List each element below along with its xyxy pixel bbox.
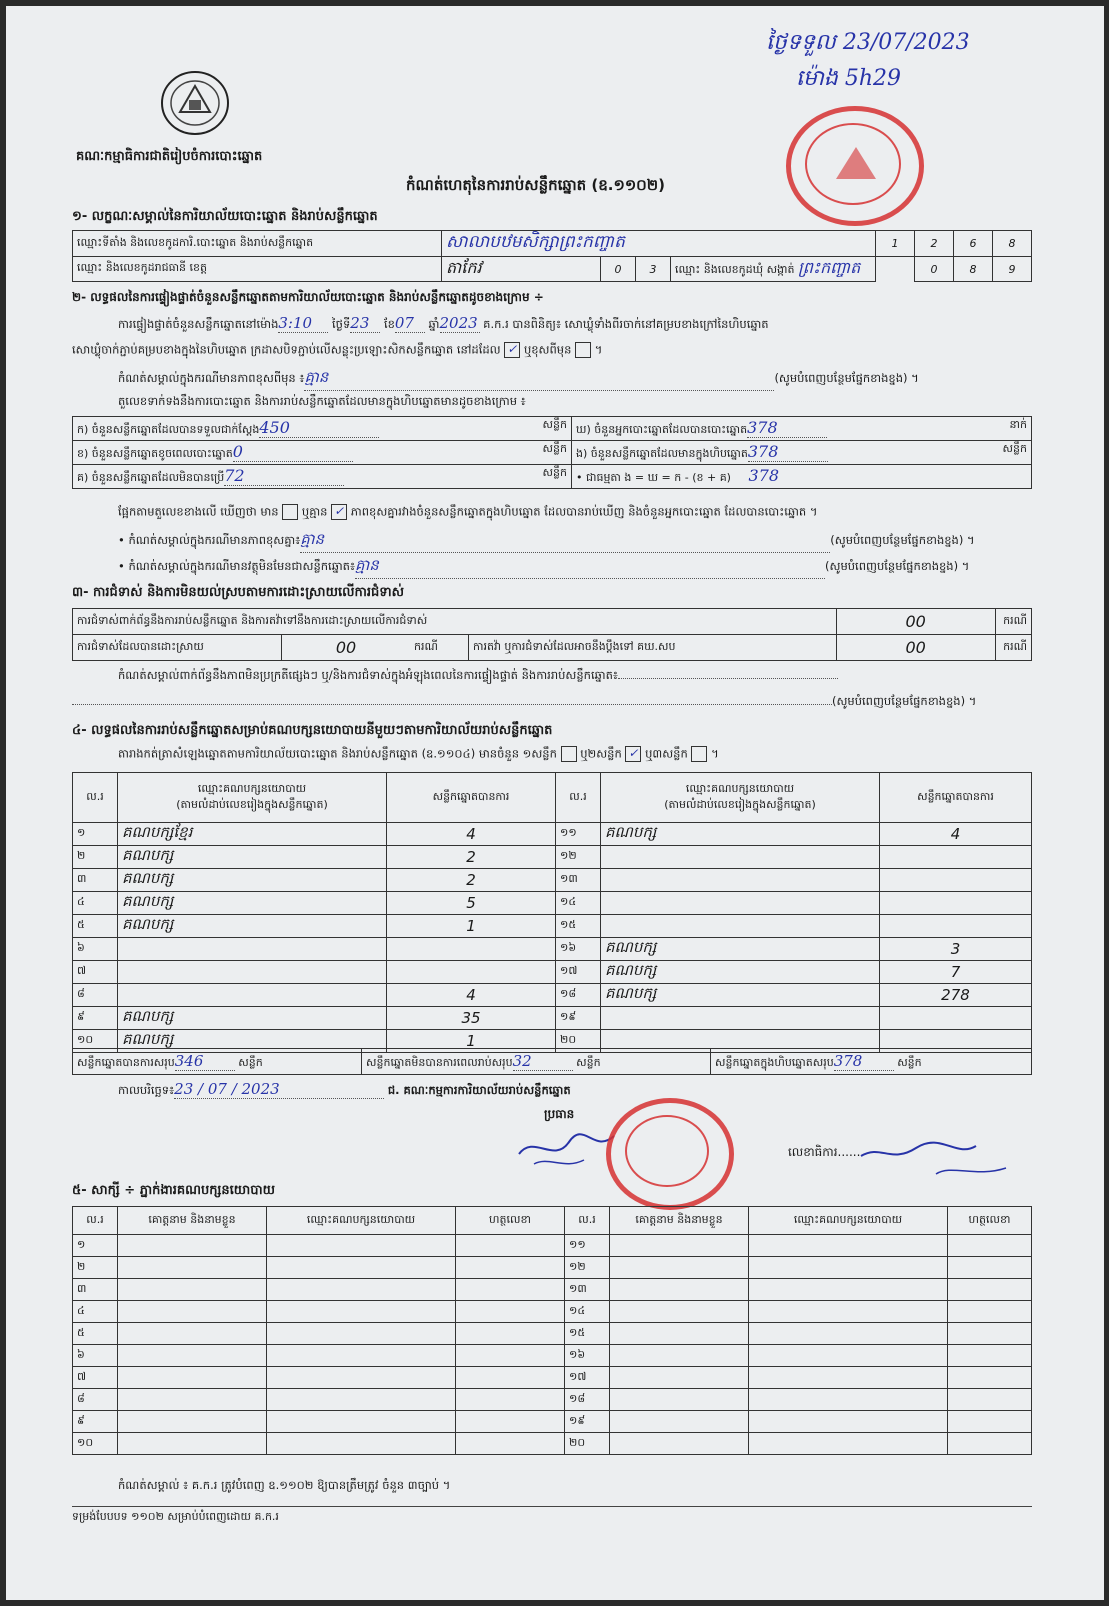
- section4-heading: ៤- លទ្ធផលនៃការរាប់សន្លឹកឆ្នោតសម្រាប់គណបក្សនយោបាយនីមួយៗតាមការិយាល័យរាប់សន្លឹកឆ្នោត: [72, 723, 553, 738]
- polling-code-digit: 2: [915, 231, 954, 257]
- witness-col-name: គោត្តនាម និងនាមខ្លួន: [118, 1207, 267, 1235]
- witness-cell: [749, 1301, 948, 1323]
- party-name: [601, 869, 880, 892]
- row-no: ៧: [73, 1367, 118, 1389]
- footer-note: កំណត់សម្គាល់ ៖ គ.ក.រ ត្រូវបំពេញ ឧ.១១០២ ឱ្យបានត្រឹមត្រូវ ចំនួន ៣ច្បាប់ ។: [118, 1478, 451, 1492]
- witness-cell: [749, 1367, 948, 1389]
- vote-count: [880, 846, 1032, 869]
- table-row: [73, 1367, 1032, 1389]
- vote-count: [880, 1007, 1032, 1030]
- witness-cell: [749, 1235, 948, 1257]
- witness-cell: [267, 1301, 456, 1323]
- col-party: ឈ្មោះគណបក្សនយោបាយ (តាមលំដាប់លេខរៀងក្នុងសន្លឹកឆ្នោត): [118, 773, 387, 823]
- witness-cell: [610, 1389, 749, 1411]
- row-no: ៦: [73, 938, 118, 961]
- party-name: គណបក្ស: [118, 846, 387, 869]
- witness-cell: [456, 1323, 565, 1345]
- row-no: ៩: [73, 1007, 118, 1030]
- witness-cell: [118, 1389, 267, 1411]
- vote-count: [880, 869, 1032, 892]
- table-row: [73, 1345, 1032, 1367]
- row-no: ១១: [565, 1235, 610, 1257]
- section1-heading: ១- លក្ខណៈសម្គាល់នៃការិយាល័យបោះឆ្នោត និងរាប់សន្លឹកឆ្នោត: [72, 209, 378, 224]
- witness-cell: [118, 1279, 267, 1301]
- witness-cell: [948, 1257, 1032, 1279]
- row-no: ១០: [73, 1030, 118, 1053]
- polling-code-digit: 6: [954, 231, 993, 257]
- row-no: ២០: [565, 1433, 610, 1455]
- witness-cell: [749, 1389, 948, 1411]
- complaints-value: 00: [836, 609, 995, 635]
- vote-count: 2: [387, 869, 556, 892]
- vote-count: 35: [387, 1007, 556, 1030]
- section3-heading: ៣- ការជំទាស់ និងការមិនយល់ស្របតាមការដោះស្រាយលើការជំទាស់: [72, 585, 404, 600]
- checkbox-no-discrepancy[interactable]: ✓: [331, 504, 347, 520]
- total-in-box: សន្លឹកឆ្នោតក្នុងហិបឆ្នោតសរុប378 សន្លឹក: [711, 1049, 1032, 1075]
- commune-code-digit: 9: [993, 257, 1032, 282]
- vote-count: 2: [387, 846, 556, 869]
- figure-formula: • ជាធម្មតា ង = ឃ = ក - (ខ + គ) 378: [572, 465, 1032, 489]
- witness-cell: [267, 1257, 456, 1279]
- table-row: [73, 1389, 1032, 1411]
- figures-intro: តួលេខទាក់ទងនឹងការបោះឆ្នោត និងការរាប់សន្លឹកឆ្នោតដែលមានក្នុងហិបឆ្នោតមានដូចខាងក្រោម ៖: [118, 394, 526, 408]
- table-row: [73, 961, 1032, 984]
- polling-name: សាលាបឋមសិក្សាព្រះកញ្ចាត: [442, 231, 876, 257]
- appeal-value: 00: [836, 635, 995, 661]
- province-code-digit: 0: [601, 257, 636, 282]
- row-no: ១៣: [556, 869, 601, 892]
- row-no: ៧: [73, 961, 118, 984]
- witness-cell: [610, 1301, 749, 1323]
- committee-stamp-icon: [606, 1098, 734, 1210]
- checkbox-has-discrepancy[interactable]: [282, 504, 298, 520]
- party-name: គណបក្ស: [118, 892, 387, 915]
- table-row: [73, 1411, 1032, 1433]
- party-name: គណបក្ស: [601, 984, 880, 1007]
- vote-count: 4: [387, 823, 556, 846]
- table-row: [73, 1257, 1032, 1279]
- party-name: គណបក្ស: [118, 1007, 387, 1030]
- party-name: [118, 984, 387, 1007]
- col-no: ល.រ: [73, 773, 118, 823]
- party-name: គណបក្ស: [118, 869, 387, 892]
- party-name: គណបក្សខ្មែរ: [118, 823, 387, 846]
- checkbox-1-sheet[interactable]: [561, 746, 577, 762]
- witness-cell: [610, 1279, 749, 1301]
- row-no: ១២: [565, 1257, 610, 1279]
- date-line: កាលបរិច្ឆេទ៖23 / 07 / 2023 ជ. គណៈកម្មការការិយាល័យរាប់សន្លឹកឆ្នោត: [118, 1080, 571, 1098]
- polling-code-digit: 1: [876, 231, 915, 257]
- table-row: [73, 846, 1032, 869]
- party-name: គណបក្ស: [118, 1030, 387, 1053]
- row-no: ១៦: [565, 1345, 610, 1367]
- commune-cell: [671, 257, 876, 282]
- table-row: [73, 823, 1032, 846]
- row-no: ១៧: [565, 1367, 610, 1389]
- table-row: [73, 1279, 1032, 1301]
- row-no: ១៥: [556, 915, 601, 938]
- form-reference: ទម្រង់បែបបទ ១១០២ សម្រាប់បំពេញដោយ គ.ក.រ: [72, 1510, 279, 1523]
- province-name: តាកែវ: [442, 257, 601, 282]
- table-row: [73, 915, 1032, 938]
- commune-code-digit: 8: [954, 257, 993, 282]
- witness-cell: [610, 1411, 749, 1433]
- witness-col-no: ល.រ: [73, 1207, 118, 1235]
- witness-cell: [456, 1257, 565, 1279]
- commune-name: ព្រះកញ្ចាត: [798, 258, 861, 277]
- row-no: ៦: [73, 1345, 118, 1367]
- witness-cell: [267, 1279, 456, 1301]
- witness-cell: [610, 1235, 749, 1257]
- witness-cell: [948, 1323, 1032, 1345]
- section2-heading: ២- លទ្ធផលនៃការផ្ទៀងផ្ទាត់ចំនួនសន្លឹកឆ្នោតតាមការិយាល័យបោះឆ្នោត និងរាប់សន្លឹកឆ្នោតដូចខាងក្រោម ÷: [72, 290, 544, 304]
- figure-d: ឃ) ចំនួនអ្នកបោះឆ្នោតដែលបានបោះឆ្នោត378 នាក់: [572, 417, 1032, 441]
- vote-count: 7: [880, 961, 1032, 984]
- checkbox-2-sheets[interactable]: ✓: [625, 746, 641, 762]
- total-valid: សន្លឹកឆ្នោតបានការសរុប346 សន្លឹក: [73, 1049, 362, 1075]
- witness-cell: [948, 1389, 1032, 1411]
- vote-count: [387, 961, 556, 984]
- vote-count: 1: [387, 915, 556, 938]
- figures-table: [72, 416, 1032, 489]
- vote-count: 4: [880, 823, 1032, 846]
- row-no: ៣: [73, 1279, 118, 1301]
- row-no: ១៩: [556, 1007, 601, 1030]
- witness-cell: [267, 1367, 456, 1389]
- secretary-signature: [856, 1134, 1026, 1184]
- row-no: ៨: [73, 984, 118, 1007]
- commune-code-digit: 0: [915, 257, 954, 282]
- table-row: [73, 1301, 1032, 1323]
- secretary-label: លេខាធិការ.......: [788, 1145, 865, 1159]
- witness-col-sign: ហត្ថលេខា: [948, 1207, 1032, 1235]
- vote-count: [387, 938, 556, 961]
- row-no: ៤: [73, 1301, 118, 1323]
- figure-e: ង) ចំនួនសន្លឹកឆ្នោតដែលមានក្នុងហិបឆ្នោត378 សន្លឹក: [572, 441, 1032, 465]
- handwritten-received-date: ថ្ងៃទទួល 23/07/2023: [766, 30, 970, 55]
- witness-cell: [456, 1301, 565, 1323]
- witness-cell: [456, 1345, 565, 1367]
- resolved-unit: ករណី: [410, 635, 469, 661]
- witness-cell: [118, 1235, 267, 1257]
- witness-cell: [118, 1367, 267, 1389]
- witness-cell: [749, 1257, 948, 1279]
- results-table: [72, 772, 1032, 1053]
- row-no: ១៤: [565, 1301, 610, 1323]
- row-no: ១៥: [565, 1323, 610, 1345]
- foreign-object-note: • កំណត់សម្គាល់ក្នុងករណីមានវត្ថុមិនមែនជាសន្លឹកឆ្នោត៖គ្មាន (សូមបំពេញបន្ថែមផ្នែកខាងខ្នង) ។: [118, 556, 969, 579]
- witness-cell: [610, 1323, 749, 1345]
- party-name: គណបក្ស: [601, 938, 880, 961]
- form-title: កំណត់ហេតុនៃការរាប់សន្លឹកឆ្នោត (ឧ.១១០២): [406, 176, 666, 194]
- complaints-unit: ករណី: [995, 609, 1031, 635]
- witness-table: [72, 1206, 1032, 1455]
- witness-cell: [118, 1345, 267, 1367]
- table-row: [73, 1007, 1032, 1030]
- complaints-label: ការជំទាស់ពាក់ព័ន្ធនឹងការរាប់សន្លឹកឆ្នោត និងការតវ៉ាទៅនឹងការដោះស្រាយលើការជំទាស់: [73, 609, 837, 635]
- witness-cell: [610, 1433, 749, 1455]
- discrepancy-note: • កំណត់សម្គាល់ក្នុងករណីមានភាពខុសគ្នា៖គ្មាន (សូមបំពេញបន្ថែមផ្នែកខាងខ្នង) ។: [118, 530, 975, 553]
- witness-cell: [749, 1411, 948, 1433]
- witness-cell: [948, 1279, 1032, 1301]
- witness-cell: [267, 1235, 456, 1257]
- resolved-label: ការជំទាស់ដែលបានដោះស្រាយ: [73, 635, 282, 661]
- row-no: ១៧: [556, 961, 601, 984]
- irregularity-note-line2: (សូមបំពេញបន្ថែមផ្នែកខាងខ្នង) ។: [72, 694, 976, 711]
- witness-cell: [118, 1301, 267, 1323]
- row-no: ២: [73, 846, 118, 869]
- figure-c: គ) ចំនួនសន្លឹកឆ្នោតដែលមិនបានប្រើ72 សន្លឹក: [73, 465, 572, 489]
- org-name: គណៈកម្មាធិការជាតិរៀបចំការបោះឆ្នោត: [76, 149, 263, 164]
- vote-count: 5: [387, 892, 556, 915]
- witness-cell: [948, 1301, 1032, 1323]
- vote-count: 4: [387, 984, 556, 1007]
- verification-line: ការផ្ទៀងផ្ទាត់ចំនួនសន្លឹកឆ្នោតនៅម៉ោង3:10 ថ្ងៃទី23 ខែ07 ឆ្នាំ2023 គ.ក.រ បានពិនិត្យ៖ សោឃ្លុំទាំងពីរចាក់នៅគម្របខាងក្រៅនៃហិបឆ្នោត: [118, 314, 769, 332]
- witness-col-sign: ហត្ថលេខា: [456, 1207, 565, 1235]
- col-party: ឈ្មោះគណបក្សនយោបាយ (តាមលំដាប់លេខរៀងក្នុងសន្លឹកឆ្នោត): [601, 773, 880, 823]
- polling-label: ឈ្មោះទីតាំង និងលេខកូដការិ.បោះឆ្នោត និងរាប់សន្លឹកឆ្នោត: [73, 231, 442, 257]
- witness-cell: [456, 1433, 565, 1455]
- row-no: ៤: [73, 892, 118, 915]
- witness-cell: [267, 1323, 456, 1345]
- witness-cell: [948, 1235, 1032, 1257]
- party-name: [601, 1007, 880, 1030]
- handwritten-received-time: ម៉ោង 5h29: [796, 66, 902, 91]
- figure-a: ក) ចំនួនសន្លឹកឆ្នោតដែលបានទទួលជាក់ស្តែង450 សន្លឹក: [73, 417, 572, 441]
- province-label: ឈ្មោះ និងលេខកូដរាជធានី ខេត្ត: [73, 257, 442, 282]
- party-name: [601, 892, 880, 915]
- witness-cell: [118, 1411, 267, 1433]
- row-no: ៥: [73, 915, 118, 938]
- witness-cell: [749, 1279, 948, 1301]
- table-row: [73, 869, 1032, 892]
- col-votes: សន្លឹកឆ្នោតបានការ: [880, 773, 1032, 823]
- party-name: [118, 961, 387, 984]
- chair-label: ប្រធាន: [544, 1107, 575, 1121]
- table-row: [73, 938, 1032, 961]
- tally-sheet-line: តារាងកត់ត្រាសំឡេងឆ្នោតតាមការិយាល័យបោះឆ្នោត និងរាប់សន្លឹកឆ្នោត (ឧ.១១០៤) មានចំនួន ១សន្លឹក ឬ២សន្លឹក ✓ ឬ៣សន្លឹក ។: [118, 746, 719, 761]
- col-no: ល.រ: [556, 773, 601, 823]
- nec-emblem-icon: [158, 68, 232, 138]
- resolved-value: 00: [282, 635, 411, 661]
- witness-cell: [118, 1257, 267, 1279]
- party-name: គណបក្ស: [601, 823, 880, 846]
- witness-cell: [267, 1411, 456, 1433]
- witness-cell: [118, 1323, 267, 1345]
- diff-note-line: កំណត់សម្គាល់ក្នុងករណីមានភាពខុសពីមុន ៖គ្មាន (សូមបំពេញបន្ថែមផ្នែកខាងខ្នង) ។: [118, 368, 919, 391]
- row-no: ១១: [556, 823, 601, 846]
- witness-cell: [456, 1389, 565, 1411]
- discrepancy-line: ផ្អែកតាមតួលេខខាងលើ ឃើញថា មាន ឬគ្មាន ✓ ភាពខុសគ្នារវាងចំនួនសន្លឹកឆ្នោតក្នុងហិបឆ្នោត ដែលបានរាប់ឃើញ និងចំនួនអ្នកបោះឆ្នោត ដែលបានបោះឆ្នោត ។: [118, 504, 818, 519]
- row-no: ៥: [73, 1323, 118, 1345]
- party-name: គណបក្ស: [601, 961, 880, 984]
- checkbox-unchanged[interactable]: ✓: [504, 342, 520, 358]
- witness-cell: [118, 1433, 267, 1455]
- witness-cell: [456, 1411, 565, 1433]
- appeal-unit: ករណី: [995, 635, 1031, 661]
- row-no: ១: [73, 1235, 118, 1257]
- table-row: [73, 892, 1032, 915]
- witness-cell: [456, 1367, 565, 1389]
- seal-line: សោឃ្លុំចាក់ភ្ជាប់គម្របខាងក្នុងនៃហិបឆ្នោត ក្រដាសបិទភ្ជាប់លើសន្លុះប្រឡោះសិកសន្លឹកឆ្នោត នៅដដែល ✓ ឬខុសពីមុន ។: [72, 342, 603, 357]
- table-row: [73, 984, 1032, 1007]
- row-no: ៩: [73, 1411, 118, 1433]
- party-name: [601, 915, 880, 938]
- irregularity-note: កំណត់សម្គាល់ពាក់ព័ន្ធនឹងភាពមិនប្រក្រតីផ្សេងៗ ឬ/និងការជំទាស់ក្នុងអំឡុងពេលនៃការផ្ទៀងផ្ទាត់ និងការរាប់សន្លឹកឆ្នោត៖: [118, 668, 838, 685]
- row-no: ២: [73, 1257, 118, 1279]
- vote-count: 278: [880, 984, 1032, 1007]
- row-no: ១៨: [556, 984, 601, 1007]
- row-no: ១០: [73, 1433, 118, 1455]
- row-no: ១២: [556, 846, 601, 869]
- witness-cell: [749, 1323, 948, 1345]
- official-stamp-icon: [786, 106, 924, 226]
- table-row: [73, 1433, 1032, 1455]
- checkbox-3-sheets[interactable]: [691, 746, 707, 762]
- vote-count: [880, 915, 1032, 938]
- commune-label: ឈ្មោះ និងលេខកូដឃុំ សង្កាត់: [675, 263, 795, 276]
- party-name: គណបក្ស: [118, 915, 387, 938]
- witness-col-name: គោត្តនាម និងនាមខ្លួន: [610, 1207, 749, 1235]
- section5-heading: ៥- សាក្សី ÷ ភ្នាក់ងារគណបក្សនយោបាយ: [72, 1183, 275, 1198]
- witness-cell: [267, 1389, 456, 1411]
- row-no: ៨: [73, 1389, 118, 1411]
- witness-cell: [610, 1257, 749, 1279]
- checkbox-changed[interactable]: [575, 342, 591, 358]
- figure-b: ខ) ចំនួនសន្លឹកឆ្នោតខូចពេលបោះឆ្នោត0 សន្លឹក: [73, 441, 572, 465]
- row-no: ១៩: [565, 1411, 610, 1433]
- witness-cell: [267, 1345, 456, 1367]
- witness-cell: [948, 1367, 1032, 1389]
- witness-cell: [610, 1345, 749, 1367]
- vote-count: [880, 892, 1032, 915]
- polling-code-digit: 8: [993, 231, 1032, 257]
- witness-cell: [749, 1345, 948, 1367]
- province-code-digit: 3: [636, 257, 671, 282]
- total-invalid: សន្លឹកឆ្នោតមិនបានការពេលរាប់សរុប32 សន្លឹក: [362, 1049, 711, 1075]
- row-no: ១: [73, 823, 118, 846]
- witness-col-party: ឈ្មោះគណបក្សនយោបាយ: [749, 1207, 948, 1235]
- witness-cell: [948, 1433, 1032, 1455]
- witness-cell: [267, 1433, 456, 1455]
- witness-cell: [456, 1235, 565, 1257]
- row-no: ៣: [73, 869, 118, 892]
- table-row: [73, 1323, 1032, 1345]
- form-sheet: [6, 6, 1104, 1600]
- witness-cell: [456, 1279, 565, 1301]
- appeal-label: ការតវ៉ា ឬការជំទាស់ដែលអាចនឹងប្តឹងទៅ គឃ.សប: [469, 635, 837, 661]
- col-votes: សន្លឹកឆ្នោតបានការ: [387, 773, 556, 823]
- witness-cell: [948, 1345, 1032, 1367]
- row-no: ២០: [556, 1030, 601, 1053]
- party-name: [118, 938, 387, 961]
- vote-count: 3: [880, 938, 1032, 961]
- row-no: ១៨: [565, 1389, 610, 1411]
- footer-divider: [72, 1506, 1032, 1507]
- witness-cell: [749, 1433, 948, 1455]
- witness-col-party: ឈ្មោះគណបក្សនយោបាយ: [267, 1207, 456, 1235]
- row-no: ១៦: [556, 938, 601, 961]
- totals-table: [72, 1048, 1032, 1075]
- row-no: ១៤: [556, 892, 601, 915]
- complaints-table: [72, 608, 1032, 661]
- party-name: [601, 846, 880, 869]
- table-row: [73, 1235, 1032, 1257]
- witness-cell: [610, 1367, 749, 1389]
- witness-col-no: ល.រ: [565, 1207, 610, 1235]
- witness-cell: [948, 1411, 1032, 1433]
- polling-station-table: [72, 230, 1032, 282]
- vote-count: 1: [387, 1030, 556, 1053]
- row-no: ១៣: [565, 1279, 610, 1301]
